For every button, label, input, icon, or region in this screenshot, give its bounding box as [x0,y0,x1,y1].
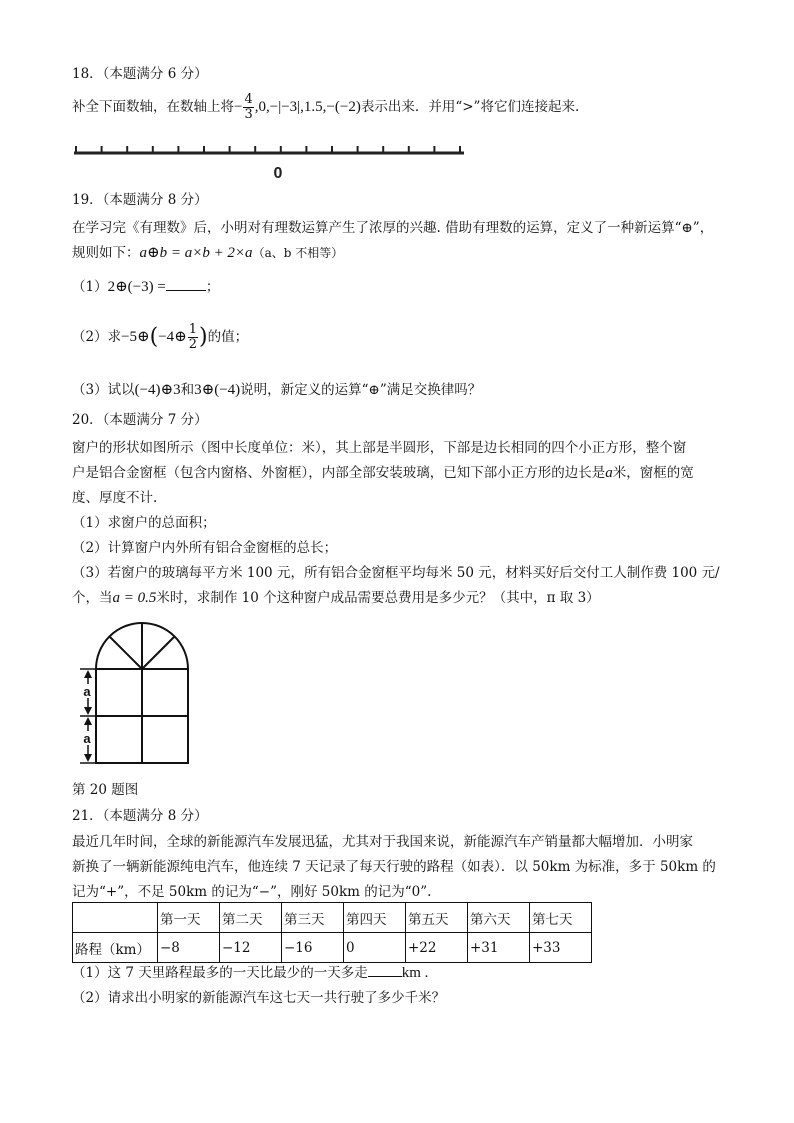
q21-desc-line2: 新换了一辆新能源纯电汽车，他连续 7 天记录了每天行驶的路程（如表）．以 50km 为标准，多于 50km 的 [72,859,716,875]
table-header-row [73,903,592,933]
q21-part2: （2）请求出小明家的新能源汽车这七天一共行驶了多少千米？ [72,990,446,1006]
number-line [72,140,472,180]
q21-desc-line3: 记为“+”，不足 50km 的记为“−”，刚好 50km 的记为“0”. [72,884,432,900]
table-cell: −16 [282,933,344,963]
q20-part2: （2）计算窗户内外所有铝合金窗框的总长； [72,540,338,556]
q19-header: 19．（本题满分 8 分） [72,192,208,208]
q19-intro-line2: 规则如下：a⊕b = a×b + 2×a（a、b 不相等） [72,245,344,261]
mileage-table [72,902,592,963]
table-header-cell [73,903,158,933]
q19-part1: （1）2⊕(−3) = ； [72,276,219,297]
q19-part1-expr: 2⊕(−3) = [107,279,166,295]
q20-desc-line1: 窗户的形状如图所示（图中长度单位：米），其上部是半圆形，下部是边长相同的四个小正方形，整个窗 [72,440,687,456]
table-cell: 0 [344,933,406,963]
table-header-cell: 第二天 [220,903,282,933]
q19-rule-note: （a、b 不相等） [252,246,344,260]
q20-header: 20．（本题满分 7 分） [72,412,208,428]
q21-part1: （1）这 7 天里路程最多的一天比最少的一天多走 km . [72,962,428,983]
table-cell: +31 [468,933,530,963]
q18-prefix: 补全下面数轴，在数轴上将 [72,99,234,115]
table-cell: +22 [406,933,468,963]
q19-part3: （3）试以(−4)⊕3和3⊕(−4)说明，新定义的运算“⊕”满足交换律吗？ [72,382,482,398]
q18-fraction: $\frac{4}{3}$ [244,92,253,122]
q19-part3-expr-a: (−4)⊕3 [134,382,181,398]
q19-part1-blank[interactable] [166,276,206,291]
q21-part1-blank[interactable] [368,962,402,977]
window-label-a-upper: a [83,684,91,699]
q18-neg-sign: − [234,99,243,115]
q20-part3-expr: a = 0.5 [112,590,157,606]
q18-suffix: 表示出来．并用“>”将它们连接起来. [360,99,580,115]
q21-header: 21．（本题满分 8 分） [72,808,208,824]
table-row [73,933,592,963]
q19-part2: （2）求−5⊕(−4⊕ $\frac{1}{2}$ )的值； [72,322,249,352]
q21-desc-line1: 最近几年时间，全球的新能源汽车发展迅猛，尤其对于我国来说，新能源汽车产销量都大幅增加．小明家 [72,834,693,850]
q18-statement [72,90,579,124]
table-header-cell: 第六天 [468,903,530,933]
q19-part2-expr-b: −4⊕ [158,329,187,345]
table-header-cell: 第五天 [406,903,468,933]
q20-desc-line2: 户是铝合金窗框（包含内窗格、外窗框），内部全部安装玻璃，已知下部小正方形的边长是a米，窗框的宽 [72,465,694,481]
table-header-cell: 第三天 [282,903,344,933]
window-figure [72,614,192,769]
q19-part2-fraction: $\frac{1}{2}$ [188,322,198,352]
q19-intro-line1: 在学习完《有理数》后，小明对有理数运算产生了浓厚的兴趣. 借助有理数的运算，定义了一种新运算“⊕”， [72,220,714,236]
q19-part3-expr-b: 3⊕(−4) [194,382,241,398]
q20-desc-line3: 度、厚度不计. [72,490,158,506]
q20-part1: （1）求窗户的总面积； [72,515,216,531]
q18-header: 18．（本题满分 6 分） [72,66,208,82]
q20-part3-line1: （3）若窗户的玻璃每平方米 100 元，所有铝合金窗框平均每米 50 元，材料买好后交付工人制作费 100 元/ [72,565,720,581]
table-cell: −12 [220,933,282,963]
q20-part3-line2: 个，当a = 0.5米时，求制作 10 个这种窗户成品需要总费用是多少元？（其中，π 取 3） [72,590,600,606]
table-header-cell: 第七天 [530,903,592,933]
table-cell: +33 [530,933,592,963]
table-row-label: 路程（km） [73,933,158,963]
q19-rule: a⊕b = a×b + 2×a [139,245,253,261]
table-cell: −8 [158,933,220,963]
q19-part2-expr-a: −5⊕ [121,329,150,345]
number-line-zero-label: 0 [273,165,283,180]
window-label-a-lower: a [83,731,91,746]
q20-figure-caption: 第 20 题图 [72,782,139,798]
table-header-cell: 第一天 [158,903,220,933]
table-header-cell: 第四天 [344,903,406,933]
q18-expression: ,0,−|−3|,1.5,−(−2) [254,99,361,115]
